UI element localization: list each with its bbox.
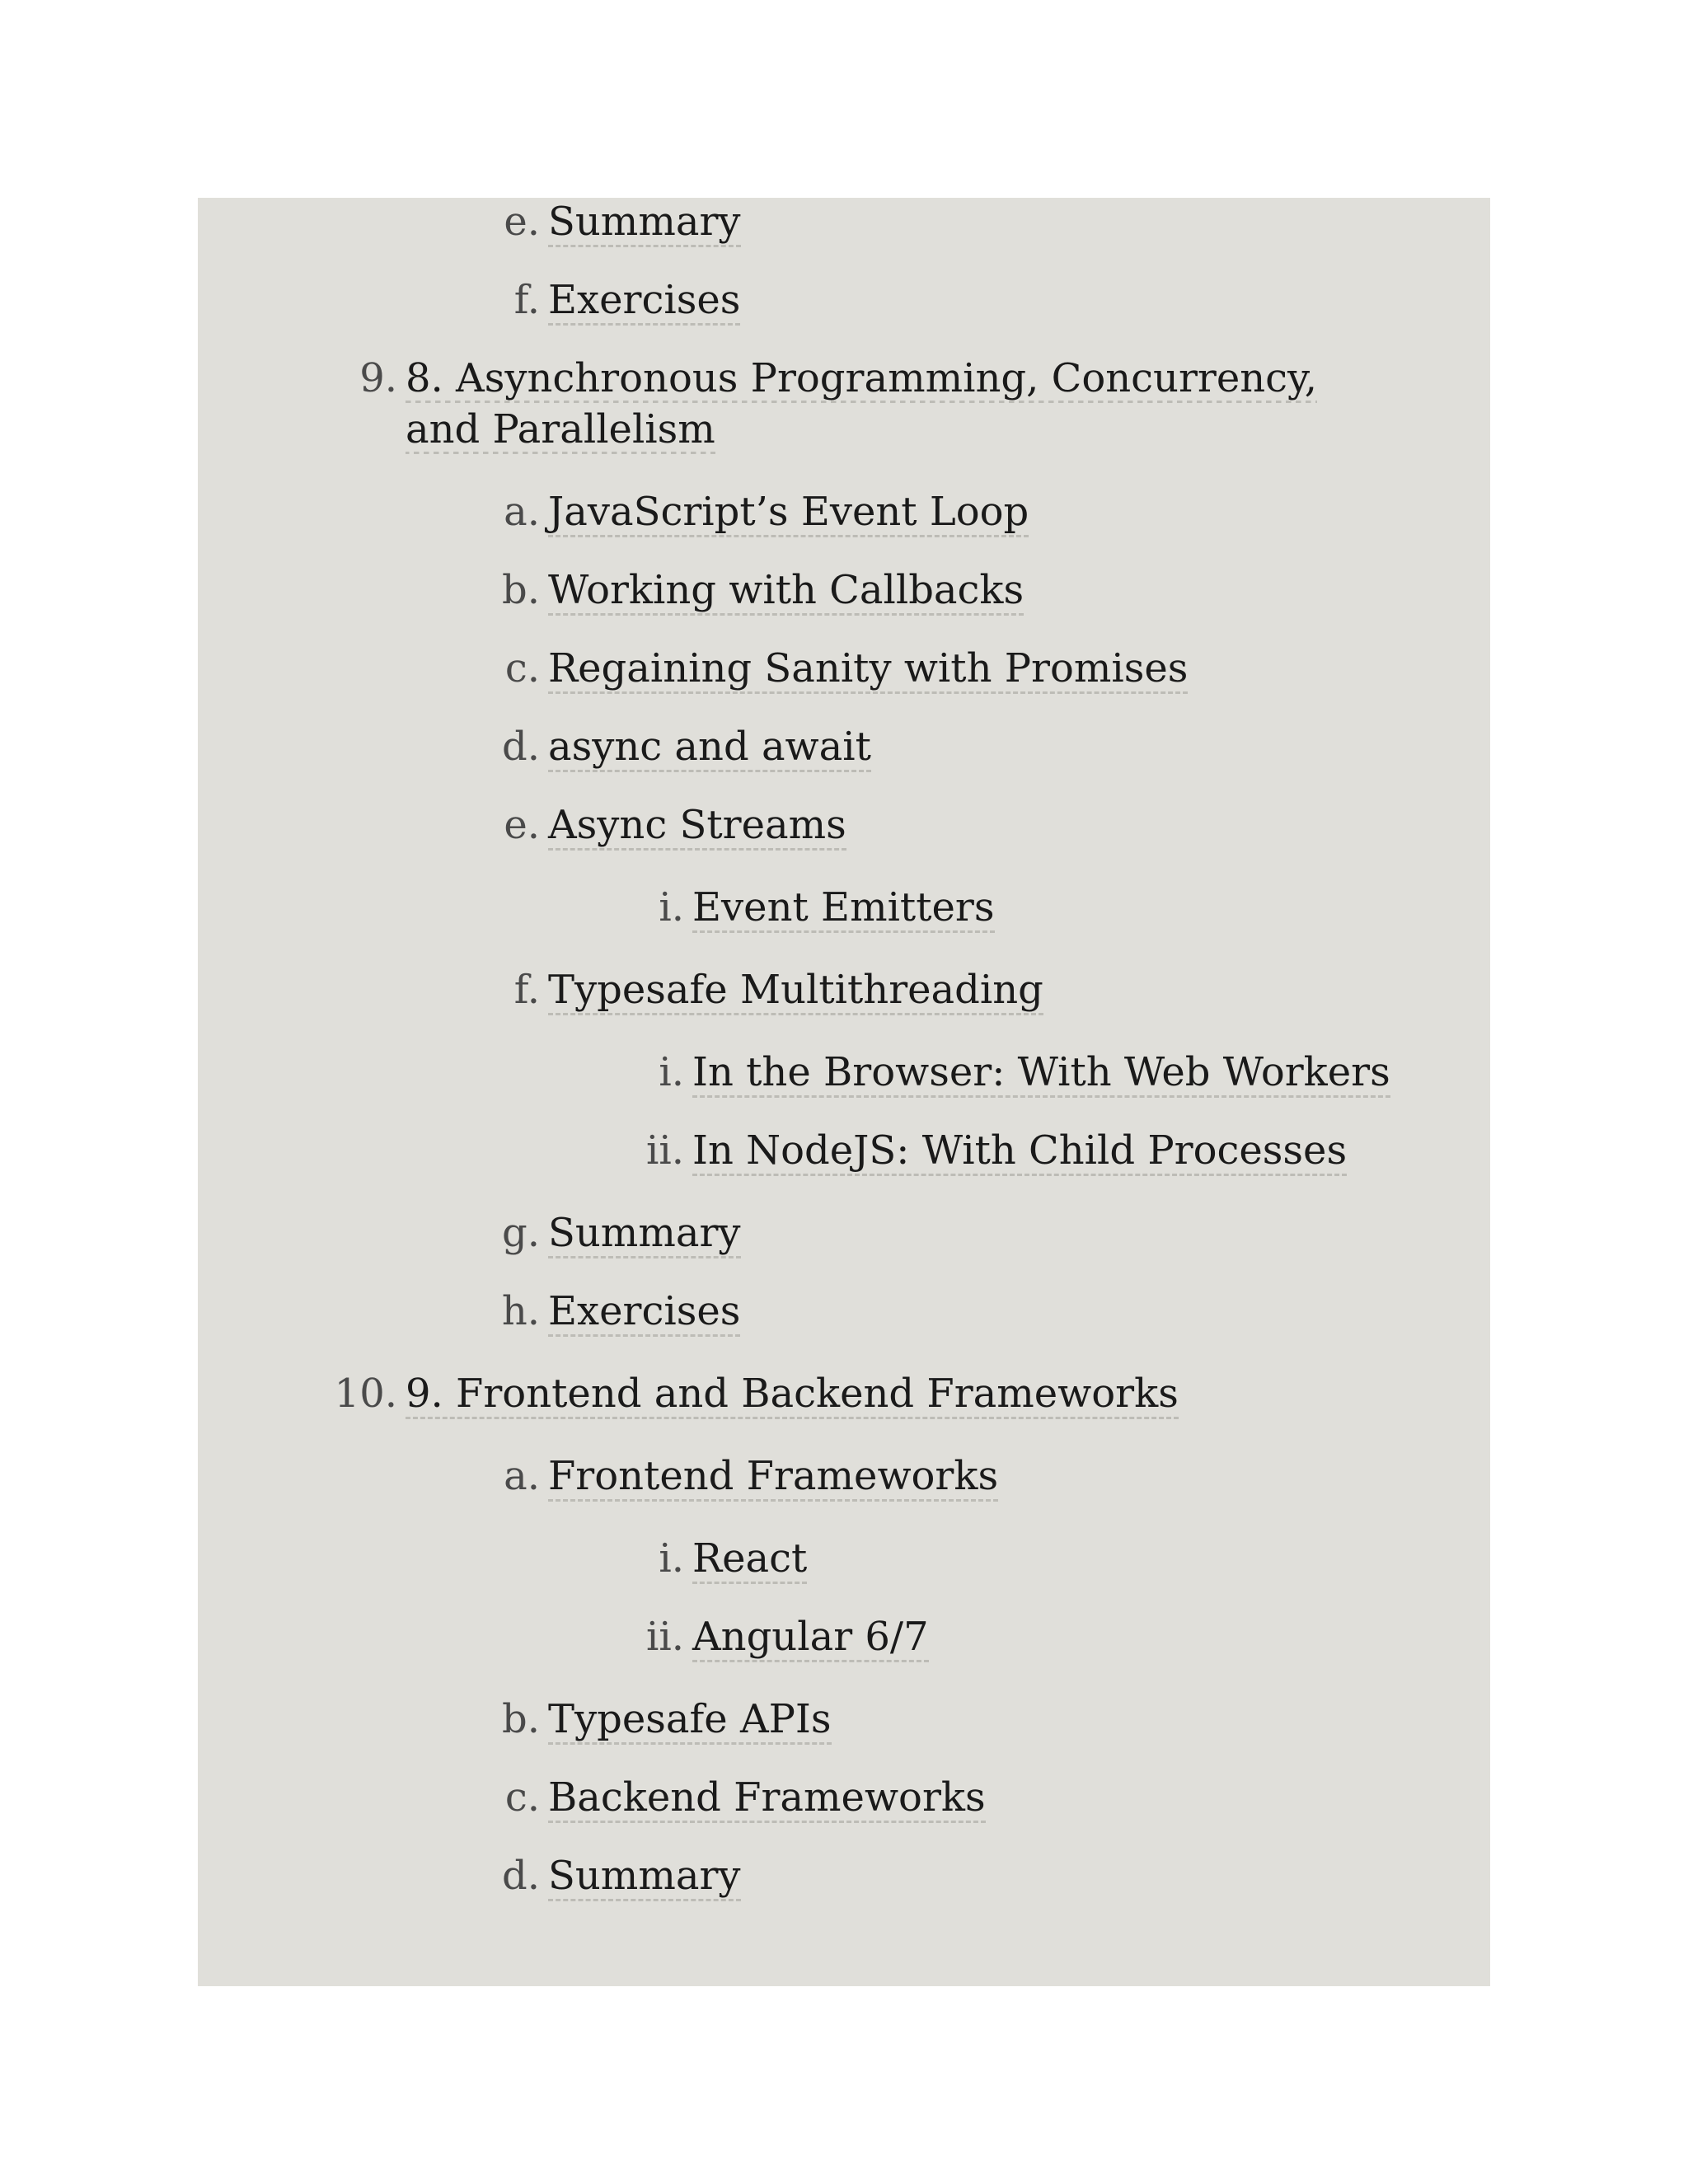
list-marker: i.	[659, 1049, 684, 1095]
toc-link-backend-frameworks[interactable]: Backend Frameworks	[548, 1774, 986, 1823]
list-marker: 10.	[334, 1371, 397, 1417]
toc-link-exercises[interactable]: Exercises	[548, 277, 740, 326]
toc-entry-summary	[502, 1850, 741, 1901]
toc-link-chapter-9[interactable]: 9. Frontend and Backend Frameworks	[406, 1371, 1179, 1419]
list-marker: a.	[504, 489, 540, 535]
list-marker: c.	[504, 645, 540, 691]
toc-entry-frontend-frameworks	[504, 1451, 999, 1502]
toc-entry-async-streams	[504, 799, 846, 851]
toc-entry-summary	[502, 1207, 741, 1258]
toc-link-event-loop[interactable]: JavaScript’s Event Loop	[548, 489, 1029, 537]
toc-link-async-streams[interactable]: Async Streams	[548, 802, 846, 851]
toc-entry-exercises	[501, 1286, 741, 1337]
toc-entry-promises	[504, 643, 1189, 694]
list-marker: d.	[502, 1853, 540, 1899]
toc-link-web-workers[interactable]: In the Browser: With Web Workers	[692, 1049, 1390, 1098]
toc-link-react[interactable]: React	[692, 1535, 807, 1584]
toc-link-multithreading[interactable]: Typesafe Multithreading	[548, 967, 1043, 1015]
list-marker: a.	[504, 1453, 540, 1499]
toc-link-summary[interactable]: Summary	[548, 1853, 741, 1901]
toc-entry-multithreading	[513, 964, 1043, 1015]
list-marker: ii.	[646, 1614, 684, 1660]
list-marker: ii.	[646, 1127, 684, 1174]
toc-entry-angular	[646, 1611, 929, 1662]
toc-link-promises[interactable]: Regaining Sanity with Promises	[548, 645, 1188, 694]
list-marker: i.	[659, 884, 684, 930]
toc-link-event-emitters[interactable]: Event Emitters	[692, 884, 995, 933]
toc-entry-async-await	[502, 721, 871, 772]
toc-link-summary[interactable]: Summary	[548, 1210, 741, 1258]
toc-link-angular[interactable]: Angular 6/7	[692, 1614, 929, 1662]
toc-entry-event-loop	[504, 486, 1029, 537]
toc-link-child-processes[interactable]: In NodeJS: With Child Processes	[692, 1127, 1347, 1176]
toc-entry-callbacks	[502, 565, 1025, 616]
toc-entry-chapter-9	[334, 1368, 1179, 1419]
toc-link-async-await[interactable]: async and await	[548, 724, 871, 772]
toc-link-chapter-8[interactable]: 8. Asynchronous Programming, Concurrency, and Parallelism	[406, 355, 1318, 452]
toc-entry-event-emitters	[659, 882, 995, 933]
toc-entry-typesafe-apis	[502, 1694, 832, 1745]
toc-link-frontend-frameworks[interactable]: Frontend Frameworks	[548, 1453, 998, 1502]
toc-entry-summary	[504, 196, 741, 247]
list-marker: 9.	[359, 355, 397, 401]
toc-entry-exercises	[513, 274, 741, 326]
list-marker: f.	[513, 277, 540, 323]
toc-entry-child-processes	[646, 1125, 1348, 1176]
list-marker: c.	[504, 1774, 540, 1821]
list-marker: e.	[504, 199, 540, 245]
toc-link-exercises[interactable]: Exercises	[548, 1288, 740, 1337]
list-marker: f.	[513, 967, 540, 1013]
toc-link-typesafe-apis[interactable]: Typesafe APIs	[548, 1696, 832, 1745]
list-marker: h.	[501, 1288, 540, 1334]
toc-entry-chapter-8	[359, 353, 1353, 455]
list-marker: b.	[502, 1696, 540, 1742]
list-marker: e.	[504, 802, 540, 848]
toc-entry-web-workers	[659, 1047, 1390, 1098]
toc-entry-react	[659, 1533, 808, 1584]
list-marker: d.	[502, 724, 540, 770]
toc-entry-backend-frameworks	[504, 1772, 986, 1823]
toc-link-callbacks[interactable]: Working with Callbacks	[548, 567, 1024, 616]
list-marker: g.	[502, 1210, 540, 1256]
toc-link-summary[interactable]: Summary	[548, 199, 741, 247]
list-marker: b.	[502, 567, 540, 613]
list-marker: i.	[659, 1535, 684, 1582]
